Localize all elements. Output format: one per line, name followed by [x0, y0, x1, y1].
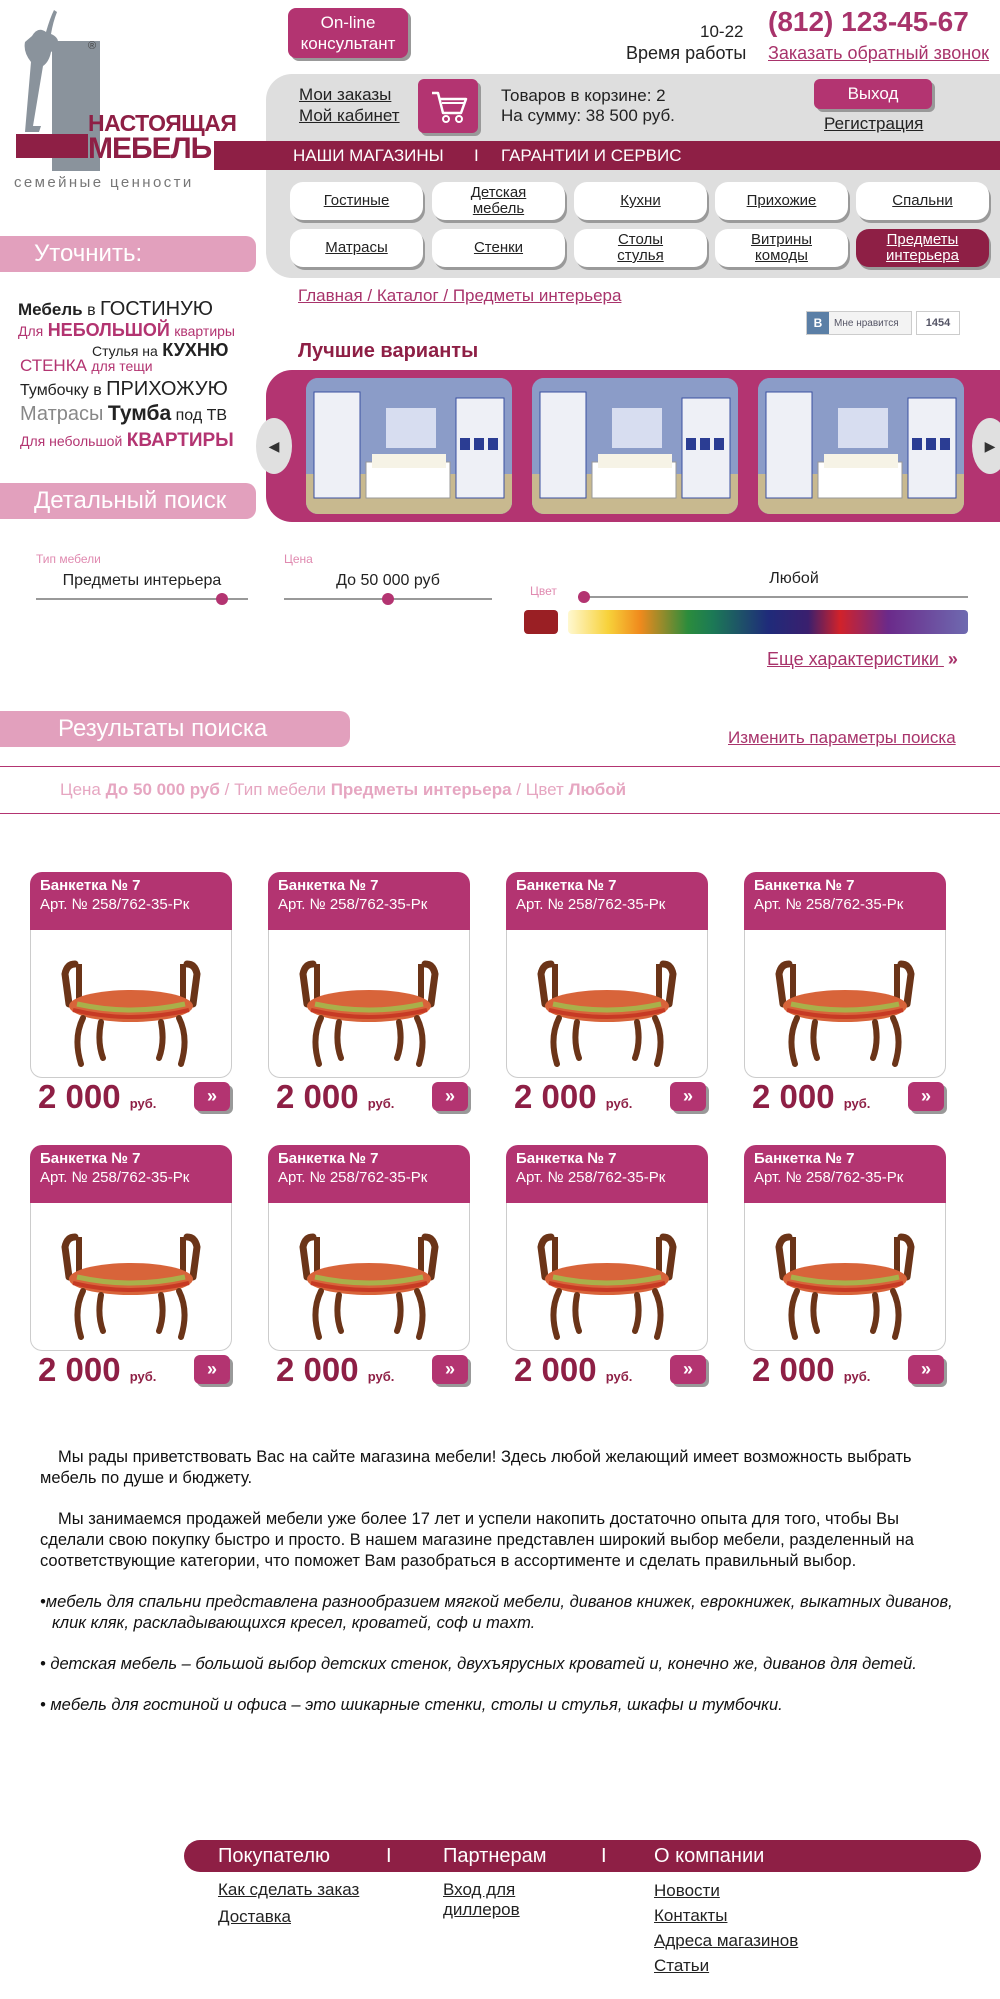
logo-reg-mark: ®: [88, 40, 97, 52]
online-consultant-line1: On-line: [320, 13, 376, 32]
category-kids[interactable]: [432, 182, 565, 220]
category-showcases[interactable]: [715, 229, 848, 267]
footer-link-delivery[interactable]: Доставка: [218, 1907, 292, 1926]
product-image[interactable]: [506, 1203, 708, 1351]
filter-furniture-type[interactable]: [36, 552, 248, 602]
footer-separator: I: [601, 1845, 607, 1867]
product-title: Банкетка № 7: [40, 1150, 141, 1167]
double-chevron-icon: »: [920, 1359, 931, 1379]
color-spectrum[interactable]: [568, 610, 968, 634]
carousel-prev-button[interactable]: [256, 418, 292, 474]
product-image[interactable]: [744, 930, 946, 1078]
logo[interactable]: [12, 6, 237, 196]
phone-number: (812) 123-45-67: [768, 6, 969, 37]
product-price-value: 2 000: [276, 1351, 359, 1388]
bedroom-photo-icon: [306, 378, 512, 514]
product-image[interactable]: [268, 1203, 470, 1351]
product-more-button[interactable]: [908, 1082, 944, 1111]
arrow-right-icon: ▶: [984, 437, 996, 454]
product-more-button[interactable]: [670, 1355, 706, 1384]
product-title: Банкетка № 7: [516, 877, 617, 894]
filter-color-track: [578, 596, 968, 598]
bench-photo-icon: [269, 1203, 469, 1349]
filter-color[interactable]: [524, 568, 970, 636]
working-hours-label: Время работы: [626, 43, 747, 63]
tag-cloud: [18, 292, 258, 462]
product-image[interactable]: [744, 1203, 946, 1351]
product-header: [744, 872, 946, 930]
logo-line1: НАСТОЯЩАЯ: [88, 110, 237, 136]
product-price-value: 2 000: [514, 1351, 597, 1388]
product-currency: руб.: [367, 1096, 395, 1111]
menu-item-guarantee[interactable]: ГАРАНТИИ И СЕРВИС: [501, 146, 682, 165]
filter-price-value: До 50 000 руб: [336, 572, 440, 589]
product-article: Арт. № 258/762-35-Рк: [516, 1169, 666, 1186]
vk-icon: В: [807, 312, 829, 334]
my-orders-link[interactable]: Мои заказы: [299, 85, 392, 104]
product-header: [30, 1145, 232, 1203]
vk-like-count: 1454: [916, 311, 960, 335]
intro-bullet-2: • детская мебель – большой выбор детских стенок, двухъярусных кроватей и, конечно же, диванов для детей.: [40, 1655, 917, 1673]
intro-paragraph-2: Мы занимаемся продажей мебели уже более 17 лет и успели накопить достаточно опыта для того, чтобы Вы сделали свою покупку быстро и просто. В нашем магазине представлен широкий выбор мебели, разделенный на соответствующие категории, что поможет Вам разобраться в ассортименте и сделать правильный выбор.: [40, 1510, 914, 1570]
my-cabinet-link[interactable]: Мой кабинет: [299, 106, 400, 125]
intro-paragraph-1: Мы рады приветствовать Вас на сайте магазина мебели! Здесь любой желающий имеет возможность выбрать мебель по душе и бюджету.: [40, 1448, 912, 1487]
footer-company-links: [654, 1878, 798, 1978]
product-card[interactable]: [744, 1145, 974, 1395]
product-article: Арт. № 258/762-35-Рк: [754, 1169, 904, 1186]
category-tables-chairs[interactable]: [574, 229, 707, 267]
double-chevron-icon: »: [920, 1086, 931, 1106]
tag-mattress-tv[interactable]: Матрасы Тумба под ТВ: [20, 402, 228, 425]
best-offers-title: Лучшие варианты: [298, 340, 479, 362]
filter-type-value: Предметы интерьера: [62, 572, 222, 589]
vk-like-button[interactable]: [806, 311, 912, 335]
change-search-link[interactable]: Изменить параметры поиска: [728, 728, 956, 747]
menu-separator: I: [474, 146, 479, 165]
product-price-value: 2 000: [752, 1078, 835, 1115]
double-chevron-icon: »: [444, 1359, 455, 1379]
footer-separator: I: [386, 1845, 392, 1867]
dealer-login-line1: Вход для: [443, 1880, 516, 1899]
search-summary: Цена До 50 000 руб / Тип мебели Предметы интерьера / Цвет Любой: [60, 780, 627, 799]
product-card[interactable]: [268, 872, 498, 1122]
category-label: Прихожие: [746, 192, 817, 209]
more-characteristics-link[interactable]: [767, 649, 958, 670]
footer-buyer-heading: Покупателю: [218, 1845, 331, 1867]
online-consultant-line2: консультант: [300, 34, 396, 53]
working-hours-value: 10-22: [700, 22, 744, 41]
product-card[interactable]: [744, 872, 974, 1122]
online-consultant-button[interactable]: [288, 8, 408, 58]
bench-photo-icon: [507, 1203, 707, 1349]
product-header: [268, 1145, 470, 1203]
filter-color-knob[interactable]: [578, 591, 590, 603]
product-more-button[interactable]: [194, 1082, 230, 1111]
callback-link[interactable]: Заказать обратный звонок: [768, 43, 990, 63]
product-title: Банкетка № 7: [278, 877, 379, 894]
product-header: [268, 872, 470, 930]
footer-link-store-addresses[interactable]: Адреса магазинов: [654, 1931, 799, 1950]
refine-title: Уточнить:: [0, 236, 256, 272]
carousel-next-button[interactable]: [972, 418, 1000, 474]
tag-kitchen-chairs[interactable]: Стулья на КУХНЮ: [92, 340, 229, 360]
bench-photo-icon: [31, 930, 231, 1076]
product-article: Арт. № 258/762-35-Рк: [278, 1169, 428, 1186]
category-label: Столы стулья: [617, 231, 664, 264]
product-price: [38, 1078, 156, 1116]
more-characteristics-label: Еще характеристики: [767, 649, 939, 669]
bench-photo-icon: [31, 1203, 231, 1349]
product-currency: руб.: [843, 1096, 871, 1111]
category-label: Кухни: [620, 192, 661, 209]
bench-photo-icon: [745, 1203, 945, 1349]
product-price: [276, 1351, 394, 1389]
product-image[interactable]: [30, 930, 232, 1078]
double-chevron-icon: »: [444, 1086, 455, 1106]
product-card[interactable]: [268, 1145, 498, 1395]
bedroom-photo-icon: [758, 378, 964, 514]
account-links: [299, 84, 400, 126]
category-label: Детская мебель: [470, 184, 527, 217]
double-chevron-icon: »: [947, 649, 958, 669]
product-price: [514, 1351, 632, 1389]
footer-buyer-links: [218, 1880, 359, 1927]
filter-price[interactable]: [284, 552, 492, 602]
product-price-value: 2 000: [276, 1078, 359, 1115]
logo-red-block: [16, 134, 88, 158]
product-image[interactable]: [30, 1203, 232, 1351]
detailed-search-title: Детальный поиск: [0, 483, 256, 519]
category-mattresses[interactable]: [290, 229, 423, 267]
arrow-left-icon: ◀: [268, 437, 280, 454]
filter-price-label: Цена: [284, 552, 313, 566]
results-title: Результаты поиска: [0, 711, 350, 747]
tag-small-apartment[interactable]: Для небольшой КВАРТИРЫ: [20, 430, 234, 451]
intro-bullet-1: •мебель для спальни представлена разнообразием мягкой мебели, диванов книжек, еврокнижек, выкатных диванов, клик кляк, раскладывающихся кресел, кроватей, соф и тахт.: [40, 1593, 953, 1632]
category-label: Предметы интерьера: [886, 231, 959, 264]
product-article: Арт. № 258/762-35-Рк: [516, 896, 666, 913]
product-price-value: 2 000: [38, 1351, 121, 1388]
product-price: [276, 1078, 394, 1116]
category-living-rooms[interactable]: [290, 182, 423, 220]
intro-text: [40, 1447, 966, 1736]
register-link[interactable]: Регистрация: [824, 114, 924, 133]
tag-small-flat[interactable]: Для НЕБОЛЬШОЙ квартиры: [18, 320, 235, 340]
tag-wall-unit[interactable]: СТЕНКА для тещи: [20, 356, 153, 375]
product-article: Арт. № 258/762-35-Рк: [40, 896, 190, 913]
divider: [0, 766, 1000, 767]
product-more-button[interactable]: [432, 1082, 468, 1111]
carousel-slide[interactable]: [306, 378, 512, 514]
product-currency: руб.: [129, 1096, 157, 1111]
product-article: Арт. № 258/762-35-Рк: [278, 896, 428, 913]
product-title: Банкетка № 7: [754, 1150, 855, 1167]
breadcrumb[interactable]: Главная / Каталог / Предметы интерьера: [298, 286, 622, 305]
product-title: Банкетка № 7: [40, 877, 141, 894]
footer-link-dealer-login[interactable]: [443, 1880, 520, 1920]
product-header: [30, 872, 232, 930]
divider: [0, 813, 1000, 814]
product-currency: руб.: [129, 1369, 157, 1384]
product-price: [752, 1078, 870, 1116]
dealer-login-line2: диллеров: [443, 1900, 520, 1919]
bench-photo-icon: [269, 930, 469, 1076]
filter-price-knob[interactable]: [382, 593, 394, 605]
footer-partners-heading: Партнерам: [443, 1845, 547, 1867]
carousel-slide[interactable]: [532, 378, 738, 514]
selected-color-swatch: [524, 610, 558, 634]
filter-color-value: Любой: [769, 570, 819, 587]
category-label: Матрасы: [325, 239, 388, 256]
product-header: [506, 1145, 708, 1203]
category-kitchens[interactable]: [574, 182, 707, 220]
cart-summary: [501, 86, 675, 126]
product-price: [514, 1078, 632, 1116]
filter-color-label: Цвет: [530, 584, 557, 598]
product-header: [506, 872, 708, 930]
tag-hallway[interactable]: Тумбочку в ПРИХОЖУЮ: [20, 378, 228, 400]
tag-living[interactable]: Мебель в ГОСТИНУЮ: [18, 298, 214, 320]
product-title: Банкетка № 7: [278, 1150, 379, 1167]
category-label: Спальни: [892, 192, 953, 209]
cart-items-count: Товаров в корзине: 2: [501, 86, 666, 105]
exit-button[interactable]: Выход: [814, 79, 932, 109]
carousel-slide[interactable]: [758, 378, 964, 514]
product-card[interactable]: [506, 1145, 736, 1395]
double-chevron-icon: »: [206, 1359, 217, 1379]
footer-link-news[interactable]: Новости: [654, 1881, 720, 1900]
double-chevron-icon: »: [682, 1359, 693, 1379]
category-wall-units[interactable]: [432, 229, 565, 267]
product-price: [38, 1351, 156, 1389]
bedroom-photo-icon: [532, 378, 738, 514]
product-more-button[interactable]: [432, 1355, 468, 1384]
product-image[interactable]: [268, 930, 470, 1078]
filter-type-label: Тип мебели: [36, 552, 101, 566]
bench-photo-icon: [507, 930, 707, 1076]
product-header: [744, 1145, 946, 1203]
product-price-value: 2 000: [38, 1078, 121, 1115]
product-image[interactable]: [506, 930, 708, 1078]
product-card[interactable]: [30, 1145, 260, 1395]
filter-type-knob[interactable]: [216, 593, 228, 605]
product-price-value: 2 000: [752, 1351, 835, 1388]
footer-link-articles[interactable]: Статьи: [654, 1956, 710, 1975]
category-label: Гостиные: [323, 192, 390, 209]
footer-link-contacts[interactable]: Контакты: [654, 1906, 728, 1925]
category-bedrooms[interactable]: [856, 182, 989, 220]
footer-company-heading: О компании: [654, 1845, 765, 1867]
product-price: [752, 1351, 870, 1389]
intro-bullet-3: • мебель для гостиной и офиса – это шикарные стенки, столы и стулья, шкафы и тумбочки.: [40, 1696, 783, 1714]
product-price-value: 2 000: [514, 1078, 597, 1115]
menu-item-stores[interactable]: НАШИ МАГАЗИНЫ: [293, 146, 444, 165]
product-currency: руб.: [367, 1369, 395, 1384]
product-card[interactable]: [30, 872, 260, 1122]
bench-photo-icon: [745, 930, 945, 1076]
logo-slogan: семейные ценности: [14, 174, 194, 191]
product-more-button[interactable]: [908, 1355, 944, 1384]
logo-line2: МЕБЕЛЬ: [88, 132, 212, 165]
product-more-button[interactable]: [670, 1082, 706, 1111]
cart-button[interactable]: [418, 79, 478, 133]
category-interior-items[interactable]: [856, 229, 989, 267]
product-article: Арт. № 258/762-35-Рк: [754, 896, 904, 913]
double-chevron-icon: »: [206, 1086, 217, 1106]
category-label: Витрины комоды: [750, 231, 813, 264]
product-currency: руб.: [605, 1369, 633, 1384]
footer-link-how-to-order[interactable]: Как сделать заказ: [218, 1880, 360, 1899]
product-currency: руб.: [605, 1096, 633, 1111]
product-currency: руб.: [843, 1369, 871, 1384]
product-card[interactable]: [506, 872, 736, 1122]
footer-bar: [184, 1840, 981, 1872]
cart-sum: На сумму: 38 500 руб.: [501, 106, 675, 125]
category-label: Стенки: [473, 239, 524, 256]
product-article: Арт. № 258/762-35-Рк: [40, 1169, 190, 1186]
vk-like-label: Мне нравится: [834, 317, 899, 329]
product-title: Банкетка № 7: [516, 1150, 617, 1167]
double-chevron-icon: »: [682, 1086, 693, 1106]
main-menu: [214, 141, 1000, 170]
product-more-button[interactable]: [194, 1355, 230, 1384]
category-hallways[interactable]: [715, 182, 848, 220]
product-title: Банкетка № 7: [754, 877, 855, 894]
cart-icon: [418, 79, 478, 133]
